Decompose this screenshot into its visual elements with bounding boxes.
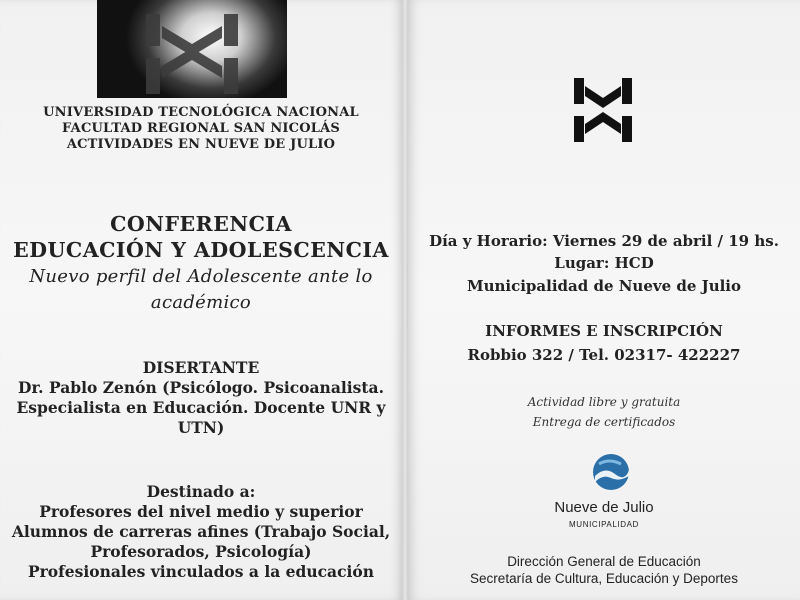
faculty-name: FACULTAD REGIONAL SAN NICOLÁS [62, 121, 340, 136]
speaker-heading: DISERTANTE [142, 358, 260, 377]
audience-line-2: Alumnos de carreras afines (Trabajo Social, [11, 522, 391, 541]
footer-secretariat: Secretaría de Cultura, Educación y Deportes [470, 571, 738, 586]
certificates-note: Entrega de certificados [532, 415, 676, 429]
footer-direction: Dirección General de Educación [507, 554, 701, 569]
speaker-line-2: Especialista en Educación. Docente UNR y [16, 398, 386, 417]
subtitle-line-1: Nuevo perfil del Adolescente ante lo [29, 266, 373, 287]
conference-title: EDUCACIÓN Y ADOLESCENCIA [13, 238, 389, 262]
subtitle-line-2: académico [150, 292, 252, 313]
utn-logo-photo [97, 0, 287, 98]
audience-heading: Destinado a: [146, 482, 256, 501]
audience-line-4: Profesionales vinculados a la educación [27, 562, 375, 581]
free-activity-note: Actividad libre y gratuita [527, 395, 681, 409]
municipality-name: Nueve de Julio [554, 499, 654, 516]
place-label: Lugar: HCD [554, 254, 654, 272]
university-name: UNIVERSIDAD TECNOLÓGICA NACIONAL [43, 105, 359, 120]
conference-label: CONFERENCIA [110, 212, 292, 236]
utn-emblem-icon [142, 6, 242, 98]
info-contact: Robbio 322 / Tel. 02317- 422227 [467, 346, 741, 364]
audience-line-1: Profesores del nivel medio y superior [39, 502, 363, 521]
municipality-sub: MUNICIPALIDAD [569, 520, 639, 529]
municipality-logo-icon [591, 452, 631, 492]
speaker-line-3: UTN) [177, 418, 225, 437]
speaker-line-1: Dr. Pablo Zenón (Psicólogo. Psicoanalista. [18, 378, 384, 397]
audience-line-3: Profesorados, Psicología) [90, 542, 312, 561]
utn-emblem-icon [572, 76, 634, 144]
activities-line: ACTIVIDADES EN NUEVE DE JULIO [66, 137, 336, 152]
info-heading: INFORMES E INSCRIPCIÓN [485, 322, 723, 340]
date-time: Día y Horario: Viernes 29 de abril / 19 hs. [429, 232, 779, 250]
place-name: Municipalidad de Nueve de Julio [466, 277, 742, 295]
